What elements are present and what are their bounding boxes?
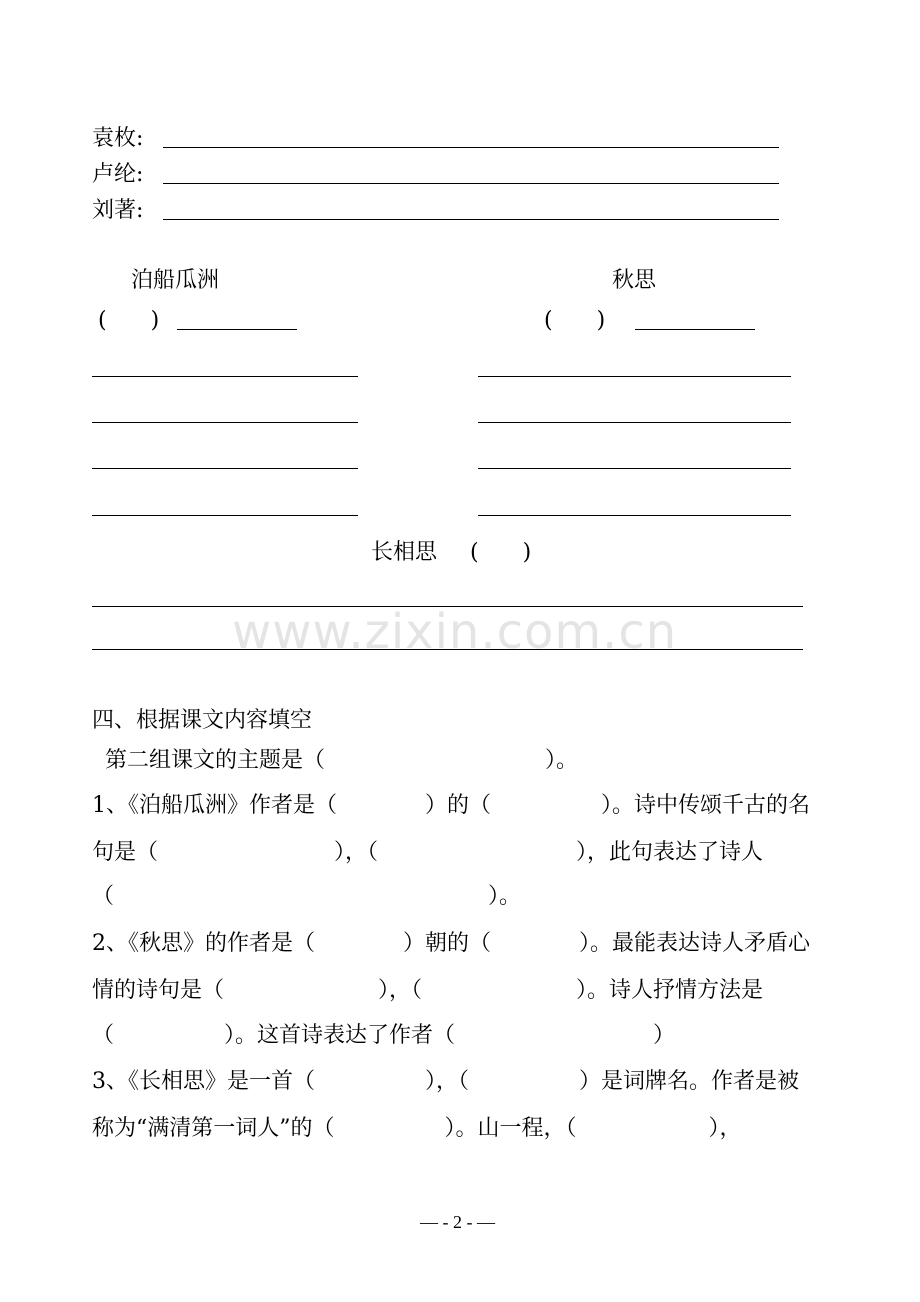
author-label-yuanmei: 袁枚: [92,126,144,151]
poem-answer-line[interactable] [92,468,358,469]
question-2-line-3: （ ）。这首诗表达了作者（ ） [92,1023,676,1048]
poem-title-changxiangsi: 长相思 [371,540,438,565]
theme-question: 第二组课文的主题是（ ）。 [105,748,579,773]
poem-dynasty-bracket: ( ) [544,308,606,333]
poem-answer-line[interactable] [478,468,791,469]
page-number: — - 2 - — [420,1212,495,1232]
question-2-line-1: 2、《秋思》的作者是（ ）朝的（ ）。最能表达诗人矛盾心 [92,931,810,956]
poem-answer-line[interactable] [478,515,791,516]
author-label-liuzhu: 刘著: [92,198,144,223]
question-3-line-2: 称为“满清第一词人”的（ ）。山一程，（ ）， [92,1116,742,1141]
answer-line[interactable] [163,183,779,184]
question-1-line-2: 句是（ ），（ ），此句表达了诗人 [92,840,764,865]
poet-answer-line[interactable] [177,329,297,330]
poem-dynasty-bracket: ( ) [470,540,532,565]
poem-title-qiusi: 秋思 [612,268,657,293]
section-heading: 四、根据课文内容填空 [92,708,313,733]
question-1-line-3: （ ）。 [92,884,522,909]
poem-dynasty-bracket: ( ) [98,308,160,333]
author-label-lulun: 卢纶: [92,162,144,187]
question-3-line-1: 3、《长相思》是一首（ ），（ ）是词牌名。作者是被 [92,1069,799,1094]
question-2-line-2: 情的诗句是（ ），（ ）。诗人抒情方法是 [92,978,764,1003]
poem-answer-line[interactable] [478,422,791,423]
poem-answer-line[interactable] [92,515,358,516]
poem-answer-line[interactable] [478,376,791,377]
poet-answer-line[interactable] [635,329,755,330]
poem-answer-line[interactable] [92,422,358,423]
question-1-line-1: 1、《泊船瓜洲》作者是（ ）的（ ）。诗中传颂千古的名 [92,793,810,818]
answer-line[interactable] [163,219,779,220]
poem-title-bochuanguazhou: 泊船瓜洲 [131,268,220,293]
poem-answer-line[interactable] [92,376,358,377]
answer-line[interactable] [163,147,779,148]
watermark: www.zixin.com.cn [232,604,678,660]
